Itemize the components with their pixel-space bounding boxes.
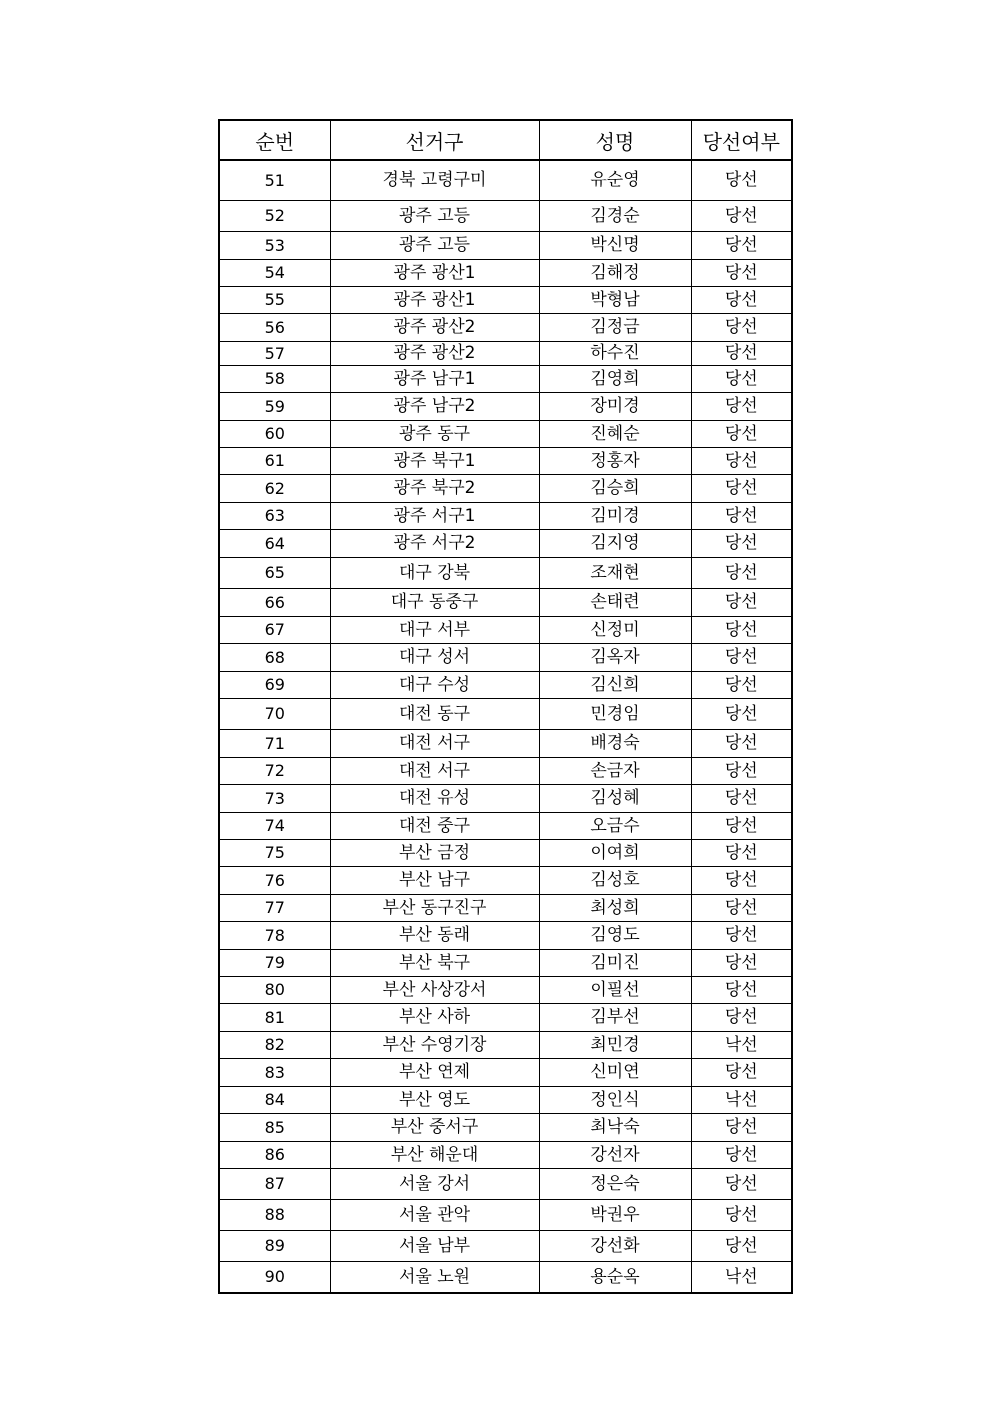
table-row (219, 530, 792, 558)
row-district: 부산 수영기장 (330, 1032, 539, 1059)
row-name: 김성호 (539, 867, 691, 895)
table-row (219, 558, 792, 589)
table-row (219, 758, 792, 785)
row-number: 83 (219, 1059, 330, 1087)
row-result: 당선 (691, 589, 792, 617)
row-name: 김승희 (539, 475, 691, 503)
table-row (219, 1004, 792, 1032)
row-result: 당선 (691, 867, 792, 895)
row-result: 당선 (691, 1231, 792, 1262)
row-district: 광주 고등 (330, 232, 539, 260)
table-row (219, 1059, 792, 1087)
row-name: 오금수 (539, 813, 691, 840)
row-result: 당선 (691, 558, 792, 589)
row-result: 당선 (691, 922, 792, 950)
row-result: 당선 (691, 1142, 792, 1169)
table-row (219, 1231, 792, 1262)
row-number: 78 (219, 922, 330, 950)
row-name: 강선자 (539, 1142, 691, 1169)
table-row (219, 672, 792, 699)
table-body (219, 160, 792, 1293)
row-district: 서울 강서 (330, 1169, 539, 1200)
row-name: 김신희 (539, 672, 691, 699)
row-number: 80 (219, 977, 330, 1004)
row-number: 70 (219, 699, 330, 730)
row-number: 85 (219, 1114, 330, 1142)
table-row (219, 950, 792, 977)
table-row (219, 342, 792, 366)
row-result: 낙선 (691, 1032, 792, 1059)
row-name: 이여희 (539, 840, 691, 867)
row-number: 82 (219, 1032, 330, 1059)
row-number: 53 (219, 232, 330, 260)
table-row (219, 503, 792, 530)
row-number: 88 (219, 1200, 330, 1231)
table-row (219, 785, 792, 813)
row-district: 부산 영도 (330, 1087, 539, 1114)
row-name: 김정금 (539, 314, 691, 342)
row-name: 최낙숙 (539, 1114, 691, 1142)
row-result: 당선 (691, 287, 792, 314)
row-result: 당선 (691, 393, 792, 421)
row-result: 당선 (691, 503, 792, 530)
table-row (219, 730, 792, 758)
row-number: 65 (219, 558, 330, 589)
header-name: 성명 (539, 120, 691, 160)
row-number: 55 (219, 287, 330, 314)
table-row (219, 840, 792, 867)
row-name: 진혜순 (539, 421, 691, 448)
row-number: 75 (219, 840, 330, 867)
row-result: 당선 (691, 758, 792, 785)
row-number: 66 (219, 589, 330, 617)
row-district: 대구 동중구 (330, 589, 539, 617)
row-number: 69 (219, 672, 330, 699)
table-row (219, 1169, 792, 1200)
row-name: 손태련 (539, 589, 691, 617)
row-name: 김영희 (539, 366, 691, 393)
row-result: 낙선 (691, 1087, 792, 1114)
table-row (219, 1114, 792, 1142)
row-number: 76 (219, 867, 330, 895)
header-row (219, 120, 792, 160)
row-number: 61 (219, 448, 330, 475)
row-result: 당선 (691, 895, 792, 922)
row-district: 부산 금정 (330, 840, 539, 867)
table-row (219, 922, 792, 950)
table-row (219, 1087, 792, 1114)
row-name: 하수진 (539, 342, 691, 366)
row-number: 81 (219, 1004, 330, 1032)
row-result: 당선 (691, 366, 792, 393)
row-result: 당선 (691, 1059, 792, 1087)
row-name: 강선화 (539, 1231, 691, 1262)
row-name: 정홍자 (539, 448, 691, 475)
row-number: 72 (219, 758, 330, 785)
row-district: 대구 강북 (330, 558, 539, 589)
row-result: 당선 (691, 617, 792, 644)
table-row (219, 699, 792, 730)
row-result: 당선 (691, 813, 792, 840)
row-number: 56 (219, 314, 330, 342)
row-number: 90 (219, 1262, 330, 1294)
row-number: 63 (219, 503, 330, 530)
row-name: 박형남 (539, 287, 691, 314)
table-row (219, 617, 792, 644)
row-result: 당선 (691, 160, 792, 201)
table-row (219, 589, 792, 617)
row-name: 최민경 (539, 1032, 691, 1059)
row-number: 74 (219, 813, 330, 840)
row-number: 73 (219, 785, 330, 813)
row-result: 당선 (691, 785, 792, 813)
election-results-table (218, 119, 793, 1294)
row-number: 57 (219, 342, 330, 366)
row-result: 당선 (691, 314, 792, 342)
row-name: 손금자 (539, 758, 691, 785)
table-row (219, 260, 792, 287)
row-name: 김성혜 (539, 785, 691, 813)
header-number: 순번 (219, 120, 330, 160)
table-row (219, 1200, 792, 1231)
table-row (219, 1262, 792, 1294)
row-result: 당선 (691, 1114, 792, 1142)
table-row (219, 421, 792, 448)
row-number: 58 (219, 366, 330, 393)
row-district: 부산 동래 (330, 922, 539, 950)
row-district: 광주 북구2 (330, 475, 539, 503)
row-result: 당선 (691, 421, 792, 448)
row-number: 67 (219, 617, 330, 644)
table-row (219, 287, 792, 314)
row-result: 당선 (691, 475, 792, 503)
row-result: 당선 (691, 840, 792, 867)
row-district: 부산 연제 (330, 1059, 539, 1087)
row-result: 당선 (691, 950, 792, 977)
row-district: 부산 중서구 (330, 1114, 539, 1142)
row-district: 광주 광산1 (330, 260, 539, 287)
row-name: 용순옥 (539, 1262, 691, 1294)
row-district: 서울 남부 (330, 1231, 539, 1262)
table-row (219, 1032, 792, 1059)
row-district: 광주 고등 (330, 201, 539, 232)
table-row (219, 895, 792, 922)
table-row (219, 160, 792, 201)
table-row (219, 813, 792, 840)
table-row (219, 448, 792, 475)
row-result: 당선 (691, 1200, 792, 1231)
row-number: 64 (219, 530, 330, 558)
row-name: 김미진 (539, 950, 691, 977)
row-number: 62 (219, 475, 330, 503)
row-result: 당선 (691, 260, 792, 287)
row-district: 부산 남구 (330, 867, 539, 895)
table-row (219, 1142, 792, 1169)
row-number: 60 (219, 421, 330, 448)
row-district: 서울 관악 (330, 1200, 539, 1231)
table-row (219, 867, 792, 895)
header-district: 선거구 (330, 120, 539, 160)
table-row (219, 393, 792, 421)
row-district: 광주 서구2 (330, 530, 539, 558)
row-result: 당선 (691, 342, 792, 366)
row-name: 김지영 (539, 530, 691, 558)
row-district: 경북 고령구미 (330, 160, 539, 201)
row-district: 광주 남구1 (330, 366, 539, 393)
row-district: 대전 서구 (330, 730, 539, 758)
row-district: 서울 노원 (330, 1262, 539, 1294)
row-result: 당선 (691, 699, 792, 730)
row-result: 당선 (691, 448, 792, 475)
row-name: 김부선 (539, 1004, 691, 1032)
row-name: 신미연 (539, 1059, 691, 1087)
row-district: 대구 서부 (330, 617, 539, 644)
row-number: 89 (219, 1231, 330, 1262)
row-name: 최성희 (539, 895, 691, 922)
row-number: 77 (219, 895, 330, 922)
header-result: 당선여부 (691, 120, 792, 160)
table-row (219, 366, 792, 393)
row-number: 59 (219, 393, 330, 421)
row-district: 광주 동구 (330, 421, 539, 448)
row-district: 광주 광산2 (330, 314, 539, 342)
row-name: 정은숙 (539, 1169, 691, 1200)
row-district: 광주 남구2 (330, 393, 539, 421)
row-name: 민경임 (539, 699, 691, 730)
row-result: 당선 (691, 730, 792, 758)
row-result: 당선 (691, 232, 792, 260)
row-result: 당선 (691, 977, 792, 1004)
row-result: 당선 (691, 201, 792, 232)
row-name: 신정미 (539, 617, 691, 644)
row-name: 김미경 (539, 503, 691, 530)
row-district: 부산 북구 (330, 950, 539, 977)
row-district: 광주 광산1 (330, 287, 539, 314)
row-district: 광주 광산2 (330, 342, 539, 366)
row-district: 광주 북구1 (330, 448, 539, 475)
row-district: 대전 동구 (330, 699, 539, 730)
row-name: 배경숙 (539, 730, 691, 758)
row-district: 대전 유성 (330, 785, 539, 813)
row-name: 이필선 (539, 977, 691, 1004)
table-row (219, 475, 792, 503)
row-district: 부산 해운대 (330, 1142, 539, 1169)
row-name: 정인식 (539, 1087, 691, 1114)
row-number: 54 (219, 260, 330, 287)
row-name: 김옥자 (539, 644, 691, 672)
row-number: 84 (219, 1087, 330, 1114)
table-row (219, 232, 792, 260)
row-district: 대전 서구 (330, 758, 539, 785)
table-header (219, 120, 792, 160)
row-name: 박신명 (539, 232, 691, 260)
table-row (219, 644, 792, 672)
row-district: 부산 사하 (330, 1004, 539, 1032)
row-result: 당선 (691, 644, 792, 672)
row-number: 52 (219, 201, 330, 232)
row-district: 부산 사상강서 (330, 977, 539, 1004)
row-name: 김해정 (539, 260, 691, 287)
table-row (219, 314, 792, 342)
row-result: 당선 (691, 1004, 792, 1032)
row-name: 김경순 (539, 201, 691, 232)
row-district: 대구 수성 (330, 672, 539, 699)
row-name: 장미경 (539, 393, 691, 421)
table-row (219, 977, 792, 1004)
row-number: 86 (219, 1142, 330, 1169)
row-name: 유순영 (539, 160, 691, 201)
row-number: 79 (219, 950, 330, 977)
row-number: 71 (219, 730, 330, 758)
row-district: 부산 동구진구 (330, 895, 539, 922)
row-number: 51 (219, 160, 330, 201)
row-district: 광주 서구1 (330, 503, 539, 530)
row-name: 김영도 (539, 922, 691, 950)
row-number: 87 (219, 1169, 330, 1200)
row-district: 대전 중구 (330, 813, 539, 840)
row-name: 조재현 (539, 558, 691, 589)
row-number: 68 (219, 644, 330, 672)
row-result: 낙선 (691, 1262, 792, 1294)
row-result: 당선 (691, 530, 792, 558)
row-result: 당선 (691, 672, 792, 699)
row-name: 박권우 (539, 1200, 691, 1231)
table-row (219, 201, 792, 232)
row-result: 당선 (691, 1169, 792, 1200)
row-district: 대구 성서 (330, 644, 539, 672)
